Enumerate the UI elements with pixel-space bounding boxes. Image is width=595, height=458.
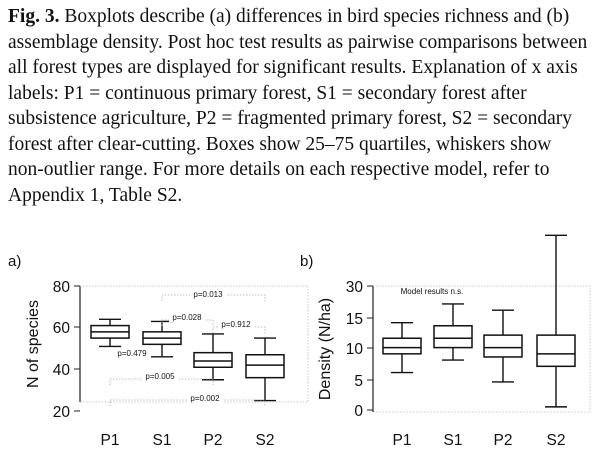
y-tick-label-p2-15: 15 [345, 311, 363, 328]
annotation-p1-1: p=0.028 [172, 313, 202, 322]
annotation-p1-5: p=0.002 [190, 394, 220, 403]
x-tick-label-p1-P2: P2 [203, 432, 223, 449]
y-axis-label-p1: N of species [25, 299, 42, 389]
x-tick-label-p2-P1: P1 [392, 432, 412, 449]
annotation-p1-2: p=0.912 [221, 320, 251, 329]
y-tick-label-p1-80: 80 [52, 279, 70, 296]
x-tick-label-p1-S1: S1 [152, 432, 172, 449]
y-tick-label-p1-20: 20 [52, 404, 70, 421]
y-tick-label-p2-30: 30 [345, 279, 363, 296]
x-tick-label-p1-P1: P1 [100, 432, 120, 449]
panel-label-p1: a) [8, 253, 22, 270]
annotation-p1-0: p=0.013 [193, 290, 223, 299]
y-tick-label-p2-0: 0 [354, 403, 363, 420]
x-tick-label-p2-P2: P2 [493, 432, 513, 449]
y-tick-label-p1-40: 40 [52, 362, 70, 379]
y-axis-label-p2: Density (N/ha) [317, 297, 334, 401]
x-tick-label-p2-S2: S2 [546, 432, 566, 449]
box-p1-S2 [246, 355, 284, 378]
box-p2-S2 [537, 335, 575, 366]
box-p1-P2 [194, 353, 232, 368]
caption-text: Boxplots describe (a) differences in bird species richness and (b) assemblage density. Post hoc test results as pairwise comparisons between all forest types are displayed for significant results. Explanation of x axis labels: P1 = continuous primary forest, S1 = secondary forest after subsistence agriculture, P2 = fragmented primary forest, S2 = secondary forest after clear-cutting. Boxes show 25–75 quartiles, whiskers show non-outlier range. For more details on each respective model, refer to Appendix 1, Table S2. [8, 6, 588, 206]
y-tick-label-p2-10: 10 [345, 341, 363, 358]
annotation-p1-4: p=0.005 [145, 372, 175, 381]
box-p2-P2 [484, 335, 522, 357]
y-tick-label-p2-5: 5 [354, 373, 363, 390]
annotation-p1-3: p=0.479 [117, 349, 147, 358]
x-tick-label-p2-S1: S1 [443, 432, 463, 449]
box-p2-S1 [434, 326, 472, 348]
x-tick-label-p1-S2: S2 [255, 432, 275, 449]
caption-label: Fig. 3. [8, 6, 60, 27]
y-tick-label-p1-60: 60 [52, 320, 70, 337]
plot-frame-p1 [80, 286, 308, 402]
box-p2-P1 [383, 338, 421, 354]
panel-label-p2: b) [300, 253, 314, 270]
annotation-p2-0: Model results n.s. [400, 287, 464, 296]
